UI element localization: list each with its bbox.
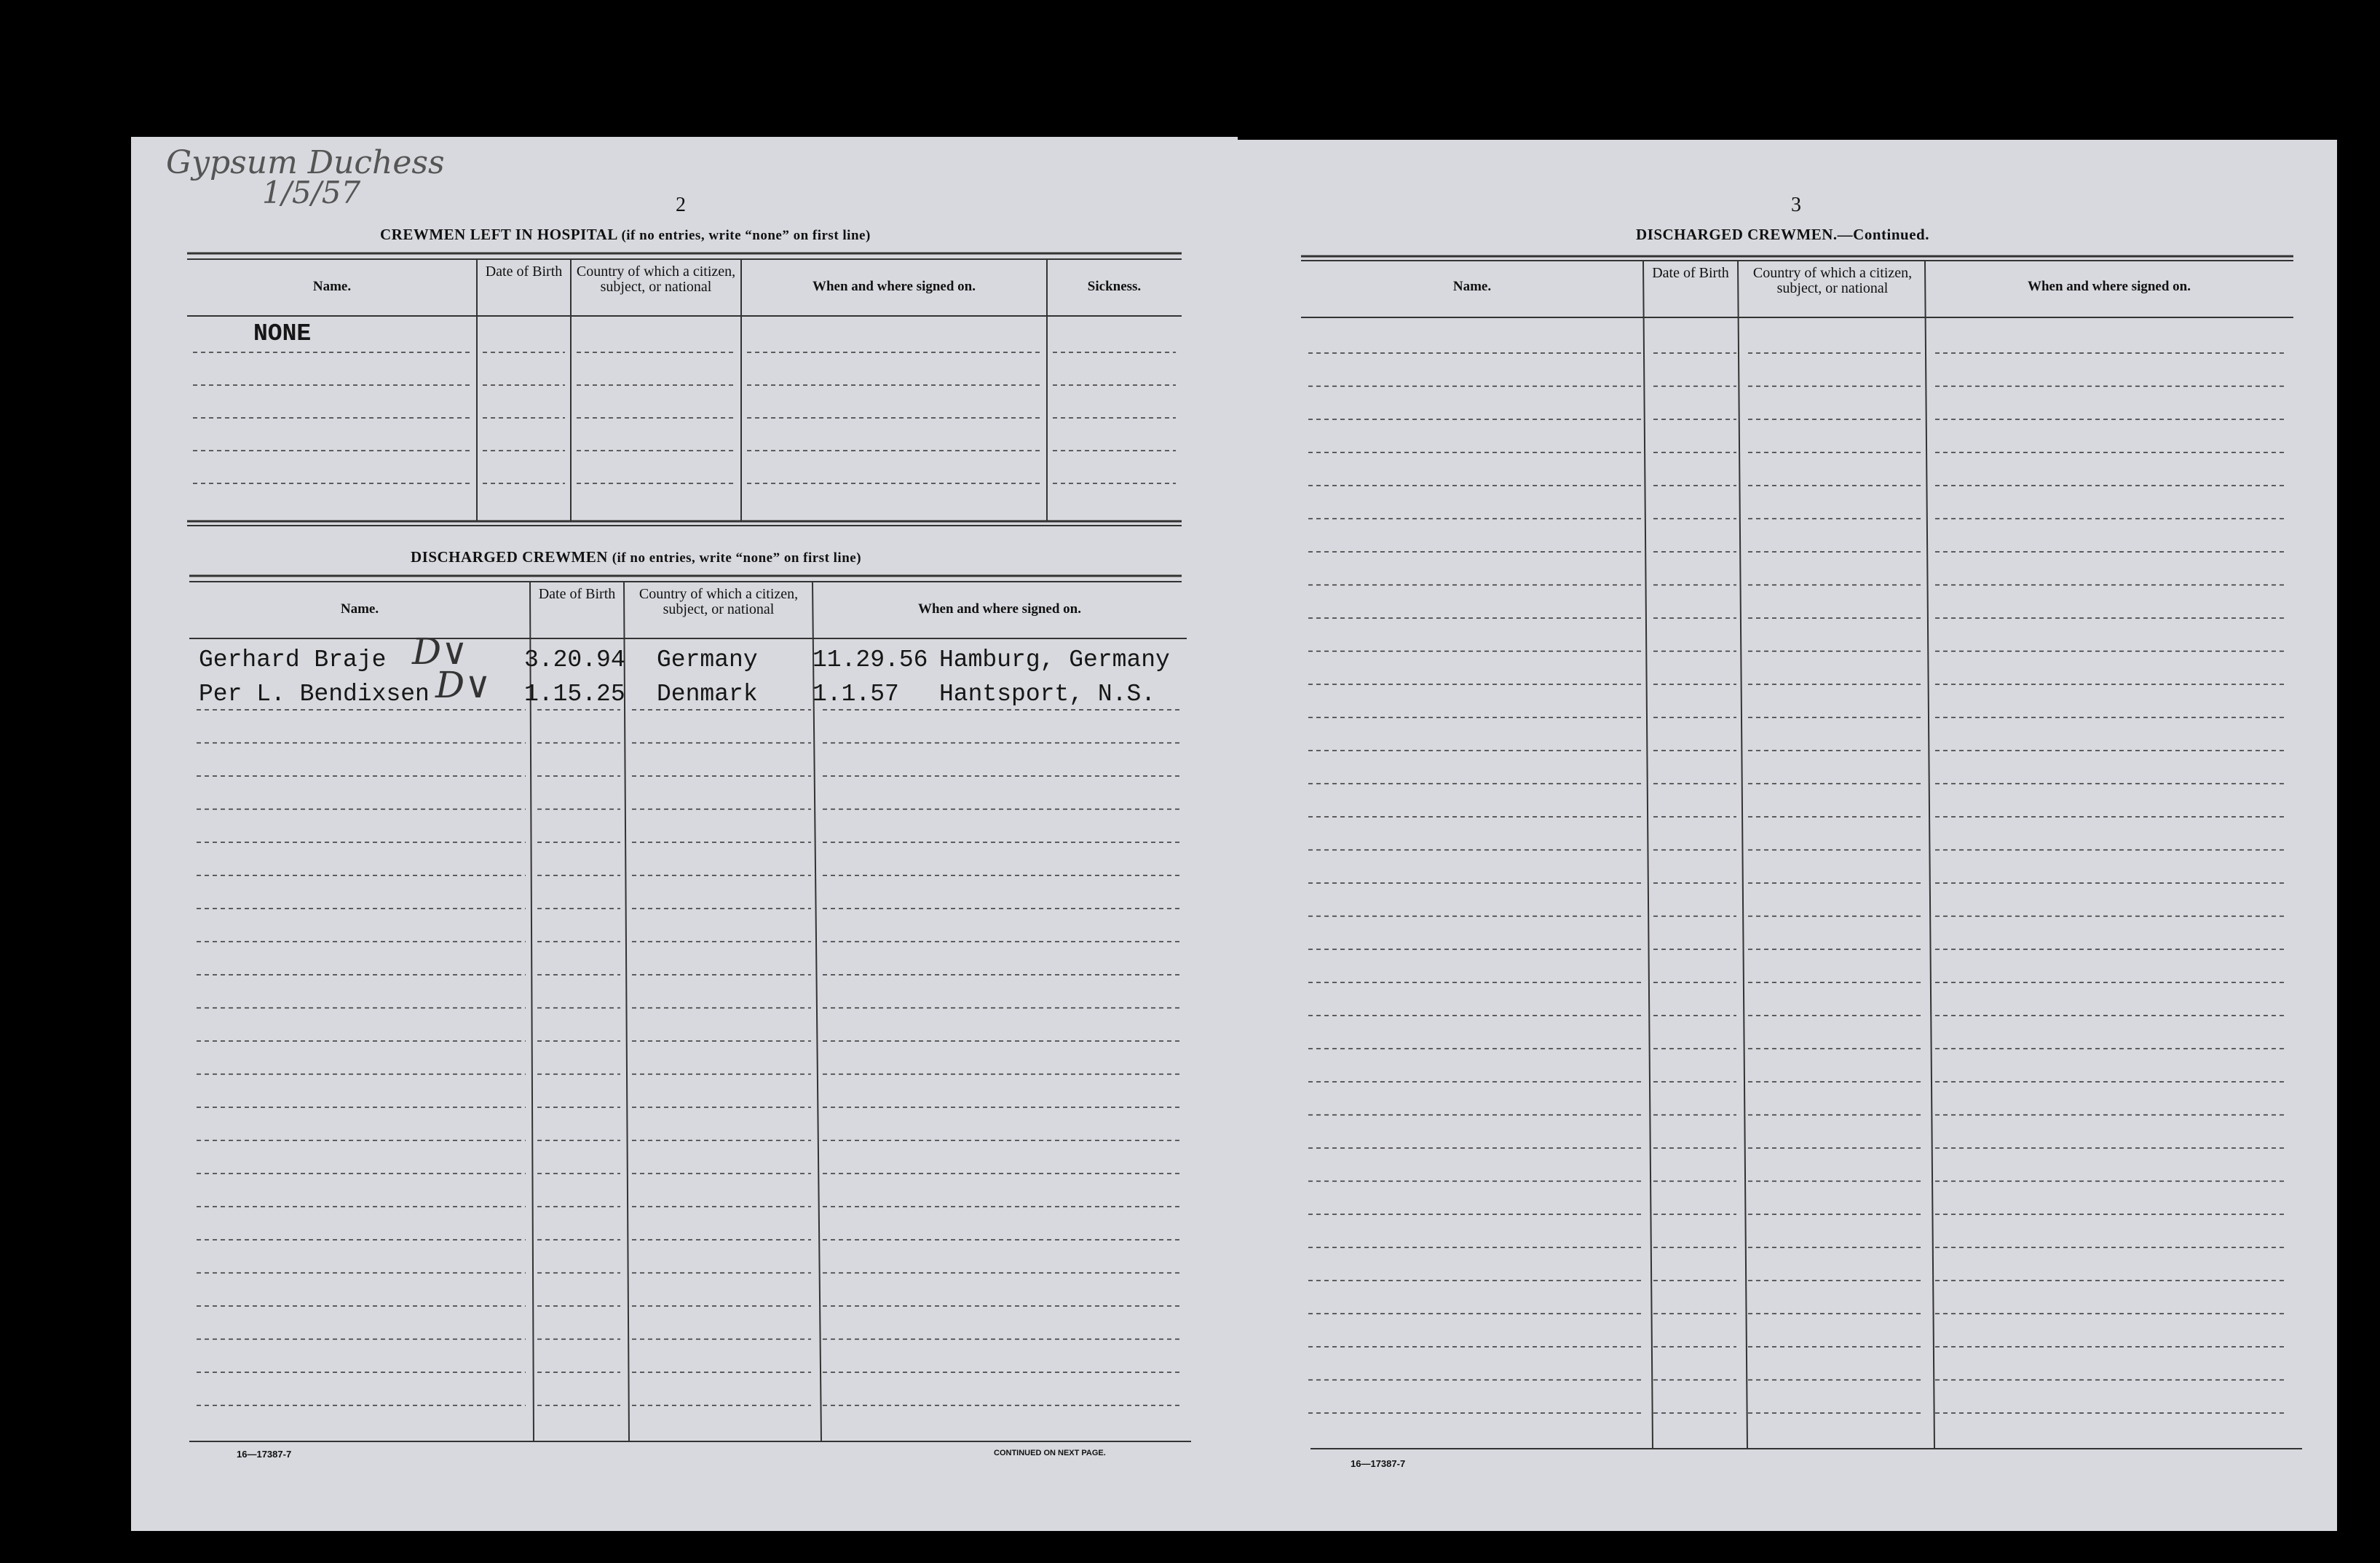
hospital-col-country: Country of which a citizen, subject, or national: [576, 264, 736, 295]
discharged-col-country: Country of which a citizen, subject, or national: [639, 586, 799, 617]
discharged-row-2-name: Per L. Bendixsen: [199, 681, 430, 708]
continued-note: CONTINUED ON NEXT PAGE.: [994, 1449, 1106, 1457]
hospital-section-title: [380, 226, 871, 244]
discharged-row-2-signed-date: 1.1.57: [813, 681, 899, 708]
discharged-row-1-mark: D∨: [412, 630, 468, 673]
discharged-col-signed-on: When and where signed on.: [917, 601, 1081, 617]
hospital-instruction: (if no entries, write “none” on first line): [621, 228, 871, 243]
discharged-section-title: [411, 548, 861, 566]
right-col-dob: Date of Birth: [1652, 265, 1729, 281]
discharged-row-2-dob: 1.15.25: [524, 681, 625, 708]
form-number-left: 16—17387-7: [237, 1449, 292, 1460]
discharged-row-1-country: Germany: [657, 646, 758, 673]
discharged-title-text: DISCHARGED CREWMEN: [411, 548, 608, 566]
discharged-row-1-signed-place: Hamburg, Germany: [939, 646, 1170, 673]
discharged-row-1-signed-date: 11.29.56: [813, 646, 928, 673]
form-number-right: 16—17387-7: [1351, 1458, 1406, 1469]
hospital-col-sickness: Sickness.: [1087, 279, 1142, 294]
hospital-col-dob: Date of Birth: [485, 264, 563, 280]
discharged-row-2-signed-place: Hantsport, N.S.: [939, 681, 1156, 708]
discharged-col-dob: Date of Birth: [538, 586, 616, 602]
discharged-col-name: Name.: [340, 601, 379, 617]
page-number-right: 3: [1791, 194, 1801, 216]
discharged-row-1-dob: 3.20.94: [524, 646, 625, 673]
discharged-row-2-mark: D∨: [435, 664, 491, 706]
page-number-left: 2: [676, 194, 686, 216]
right-col-signed-on: When and where signed on.: [2027, 279, 2191, 294]
handwritten-vessel-name: Gypsum Duchess: [166, 144, 445, 181]
hospital-title-text: CREWMEN LEFT IN HOSPITAL: [380, 226, 617, 243]
right-section-title: DISCHARGED CREWMEN.—Continued.: [1636, 226, 1929, 243]
discharged-instruction: (if no entries, write “none” on first line): [612, 550, 862, 566]
handwritten-date: 1/5/57: [262, 175, 361, 210]
hospital-entry-none: NONE: [253, 320, 312, 347]
discharged-row-2-country: Denmark: [657, 681, 758, 708]
hospital-col-name: Name.: [312, 279, 352, 294]
right-col-name: Name.: [1452, 279, 1492, 294]
right-col-country: Country of which a citizen, subject, or national: [1752, 265, 1913, 296]
hospital-col-signed-on: When and where signed on.: [812, 279, 976, 294]
discharged-row-1-name: Gerhard Braje: [199, 646, 387, 673]
